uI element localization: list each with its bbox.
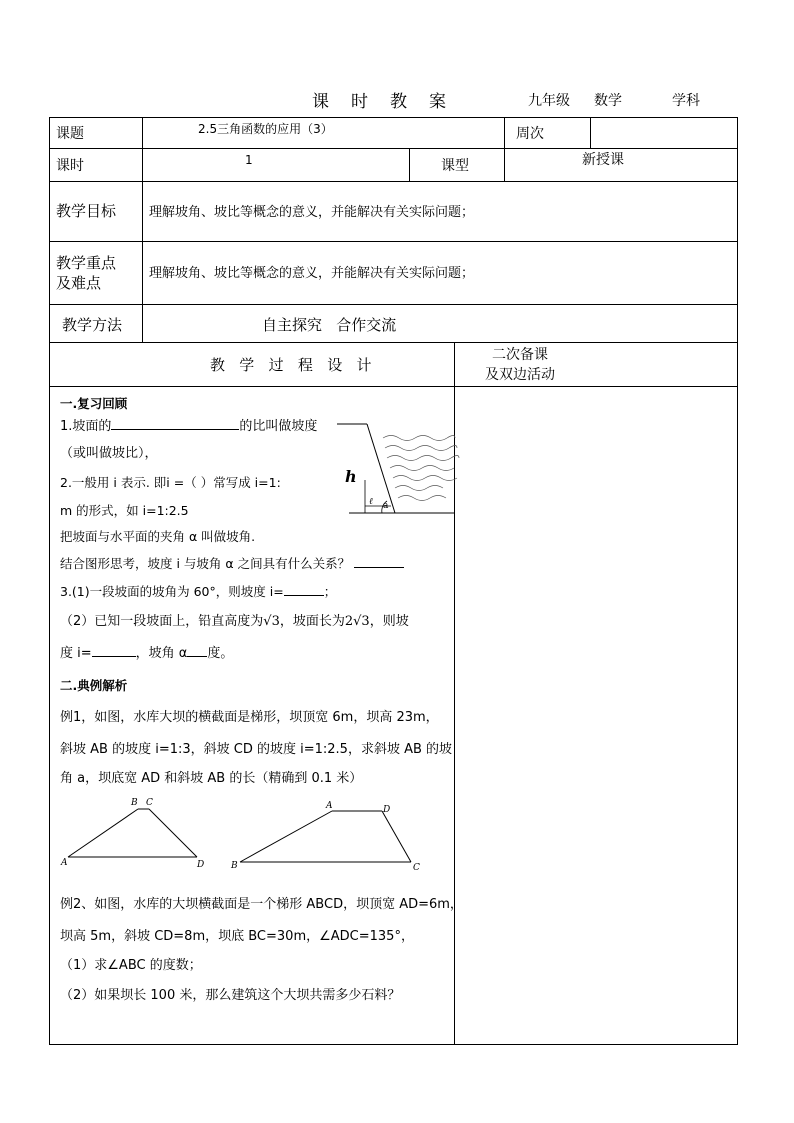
trapezoid-1 — [58, 795, 218, 875]
question-2-think — [60, 556, 404, 572]
title-char: 教 — [390, 92, 407, 112]
secondary-prep-1: 二次备课 — [492, 347, 548, 363]
trap2-label-a: A — [326, 801, 333, 811]
sqrt3-value: √3 — [263, 614, 280, 629]
q3c-text-2: ，坡角 α — [135, 646, 188, 661]
label-periods: 课时 — [56, 158, 84, 174]
question-2-def: 把坡面与水平面的夹角 α 叫做坡角. — [60, 529, 256, 544]
trapezoid-2 — [228, 798, 428, 878]
objectives-value: 理解坡角、坡比等概念的意义，并能解决有关实际问题； — [149, 205, 475, 220]
methods-value: 自主探究 合作交流 — [262, 316, 397, 334]
trap2-label-d: D — [383, 805, 391, 815]
q3b-text-3: ，则坡 — [369, 614, 409, 629]
label-methods: 教学方法 — [62, 316, 123, 334]
question-3a — [60, 584, 336, 600]
section-review-heading: 一.复习回顾 — [60, 396, 128, 411]
label-topic: 课题 — [56, 126, 84, 142]
label-key-points-2: 及难点 — [56, 274, 102, 292]
title-char: 案 — [429, 92, 446, 112]
question-2-form: m 的形式，如 i=1:2.5 — [60, 503, 189, 518]
q3a-text: 3.(1)一段坡面的坡角为 60°，则坡度 i= — [60, 584, 284, 599]
blank-4 — [92, 656, 136, 657]
process-design-heading: 教 学 过 程 设 计 — [210, 356, 372, 374]
grade: 九年级 — [528, 93, 570, 109]
trap2-label-b: B — [231, 861, 238, 871]
trap1-label-c: C — [146, 798, 153, 808]
trap2-label-c: C — [413, 863, 420, 873]
example-1-line-1: 例1，如图，水库大坝的横截面是梯形，坝顶宽 6m，坝高 23m， — [60, 710, 439, 725]
example-1-line-3: 角 a，坝底宽 AD 和斜坡 AB 的长（精确到 0.1 米） — [60, 771, 363, 786]
q1-text-b: 的比叫做坡度 — [239, 419, 318, 434]
label-key-points-1: 教学重点 — [56, 254, 117, 272]
question-1-cont: （或叫做坡比）， — [60, 446, 158, 461]
q2-text-b: i =（ ）常写成 i=1: — [166, 475, 281, 490]
label-week: 周次 — [516, 126, 544, 142]
q2-text-e: 结合图形思考，坡度 i 与坡角 α 之间具有什么关系？ — [60, 556, 351, 571]
q3a-end: ； — [323, 584, 337, 599]
question-3b — [60, 614, 409, 630]
question-2 — [60, 475, 281, 491]
trap1-label-a: A — [61, 858, 68, 868]
sqrt3-value-2: √3 — [353, 614, 370, 629]
subject: 数学 — [594, 93, 622, 109]
q3b-text-2: ，坡面长为 — [279, 614, 345, 629]
topic-value: 2.5三角函数的应用（3） — [198, 122, 333, 136]
q3c-text-1: 度 i= — [60, 646, 92, 661]
title-char: 课 — [312, 92, 329, 112]
label-alpha: a — [383, 501, 389, 511]
label-lesson-type: 课型 — [441, 158, 469, 174]
blank-5 — [187, 656, 207, 657]
label-objectives: 教学目标 — [56, 202, 117, 220]
trap1-label-d: D — [197, 860, 205, 870]
lesson-type-value: 新授课 — [582, 152, 624, 168]
coef-2: 2 — [344, 614, 354, 629]
trap1-label-b: B — [131, 798, 138, 808]
q1-text-a: 1.坡面的 — [60, 419, 112, 434]
question-1 — [60, 419, 317, 435]
blank-3 — [284, 595, 324, 596]
example-2-line-1: 例2、如图，水库的大坝横截面是一个梯形 ABCD，坝顶宽 AD=6m， — [60, 897, 463, 912]
example-1-line-2: 斜坡 AB 的坡度 i=1:3，斜坡 CD 的坡度 i=1:2.5，求斜坡 AB 的坡 — [60, 742, 453, 757]
question-3c — [60, 646, 233, 662]
section-examples-heading: 二.典例解析 — [60, 678, 128, 693]
example-2-line-2: 坝高 5m，斜坡 CD=8m，坝底 BC=30m，∠ADC=135°， — [60, 929, 414, 944]
secondary-prep-2: 及双边活动 — [485, 367, 555, 383]
label-h: h — [345, 467, 357, 486]
key-points-value: 理解坡角、坡比等概念的意义，并能解决有关实际问题； — [149, 266, 475, 281]
periods-value: 1 — [245, 153, 253, 167]
slope-diagram — [335, 418, 455, 518]
q2-text-a: 2.一般用 i 表示. 即 — [60, 475, 167, 490]
page-title — [312, 87, 468, 112]
example-2-line-4: （2）如果坝长 100 米，那么建筑这个大坝共需多少石料？ — [60, 988, 401, 1003]
blank-1 — [111, 429, 239, 430]
q3b-text-1: （2）已知一段坡面上，铅直高度为 — [60, 614, 264, 629]
q3c-text-3: 度。 — [207, 646, 234, 661]
label-l: ℓ — [369, 497, 373, 507]
blank-2 — [354, 567, 404, 568]
subject-suffix: 学科 — [672, 93, 700, 109]
title-char: 时 — [351, 92, 368, 112]
example-2-line-3: （1）求∠ABC 的度数； — [60, 958, 202, 973]
